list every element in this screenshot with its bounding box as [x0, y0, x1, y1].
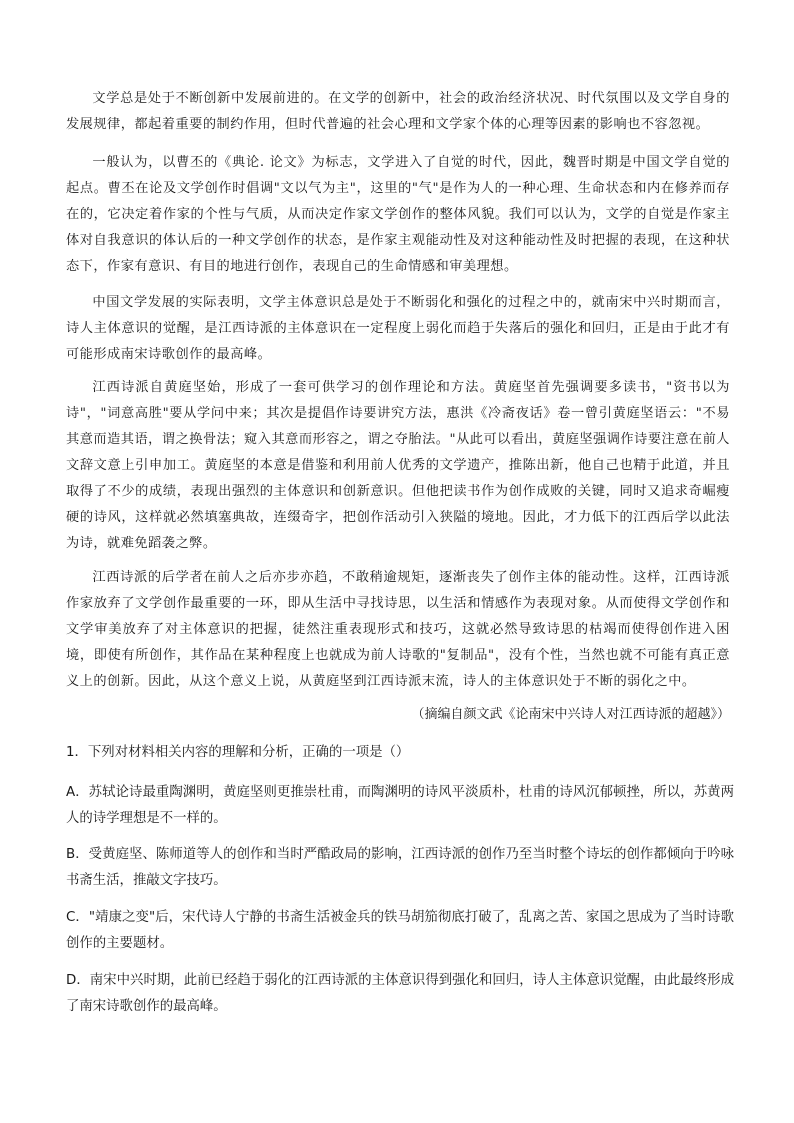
- passage-paragraph-1: 文学总是处于不断创新中发展前进的。在文学的创新中，社会的政治经济状况、时代氛围以及文学自身的发展规律，都起着重要的制约作用，但时代普遍的社会心理和文学家个体的心理等因素的影响也不容忽视。: [66, 91, 730, 132]
- passage-paragraph-4: 江西诗派自黄庭坚始，形成了一套可供学习的创作理论和方法。黄庭坚首先强调要多读书，"资书以为诗"，"词意高胜"要从学问中来；其次是提倡作诗要讲究方法，惠洪《冷斋夜话》卷一曾引黄庭坚语云："不易其意而造其语，谓之换骨法；窥入其意而形容之，谓之夺胎法。"从此可以看出，黄庭坚强调作诗要注意在前人文辞文意上引申加工。黄庭坚的本意是借鉴和利用前人优秀的文学遗产，推陈出新，他自己也精于此道，并且取得了不少的成绩，表现出强烈的主体意识和创新意识。但他把读书作为创作成败的关键，同时又追求奇崛瘦硬的诗风，这样就必然填塞典故，连缀奇字，把创作活动引入狭隘的境地。因此，才力低下的江西后学以此法为诗，就难免蹈袭之弊。: [66, 380, 730, 551]
- passage-paragraph-2: 一般认为，以曹丕的《典论. 论文》为标志，文学进入了自觉的时代，因此，魏晋时期是中国文学自觉的起点。曹丕在论及文学创作时倡调"文以气为主"，这里的"气"是作为人的一种心理、生命状态和内在修养而存在的，它决定着作家的个性与气质，从而决定作家文学创作的整体风貌。我们可以认为，文学的自觉是作家主体对自我意识的体认后的一种文学创作的状态，是作家主观能动性及对这种能动性及时把握的表现，在这种状态下，作家有意识、有目的地进行创作，表现自己的生命情感和审美理想。: [66, 155, 730, 274]
- option-a: A．苏轼论诗最重陶渊明，黄庭坚则更推崇杜甫，而陶渊明的诗风平淡质朴，杜甫的诗风沉郁顿挫，所以，苏黄两人的诗学理想是不一样的。: [66, 785, 734, 826]
- option-b: B．受黄庭坚、陈师道等人的创作和当时严酷政局的影响，江西诗派的创作乃至当时整个诗坛的创作都倾向于吟咏书斋生活，推敲文字技巧。: [66, 847, 734, 888]
- option-d: D．南宋中兴时期，此前已经趋于弱化的江西诗派的主体意识得到强化和回归，诗人主体意识觉醒，由此最终形成了南宋诗歌创作的最高峰。: [66, 973, 734, 1014]
- option-c: C．"靖康之变"后，宋代诗人宁静的书斋生活被金兵的铁马胡笳彻底打破了，乱离之苦、家国之思成为了当时诗歌创作的主要题材。: [66, 910, 734, 951]
- passage-paragraph-3: 中国文学发展的实际表明，文学主体意识总是处于不断弱化和强化的过程之中的，就南宋中兴时期而言，诗人主体意识的觉醒，是江西诗派的主体意识在一定程度上弱化而趋于失落后的强化和回归，正是由于此才有可能形成南宋诗歌创作的最高峰。: [66, 295, 730, 362]
- passage-source: （摘编自颜文武《论南宋中兴诗人对江西诗派的超越》）: [411, 707, 730, 722]
- passage-paragraph-5: 江西诗派的后学者在前人之后亦步亦趋，不敢稍逾规矩，逐渐丧失了创作主体的能动性。这样，江西诗派作家放弃了文学创作最重要的一环，即从生活中寻找诗思，以生活和情感作为表现对象。从而使得文学创作和文学审美放弃了对主体意识的把握，徒然注重表现形式和技巧，这就必然导致诗思的枯竭而使得创作进入困境，即使有所创作，其作品在某种程度上也就成为前人诗歌的"复制品"，没有个性，当然也就不可能有真正意义上的创新。因此，从这个意义上说，从黄庭坚到江西诗派末流，诗人的主体意识处于不断的弱化之中。: [66, 570, 730, 689]
- question-stem: 1．下列对材料相关内容的理解和分析，正确的一项是（）: [66, 745, 410, 760]
